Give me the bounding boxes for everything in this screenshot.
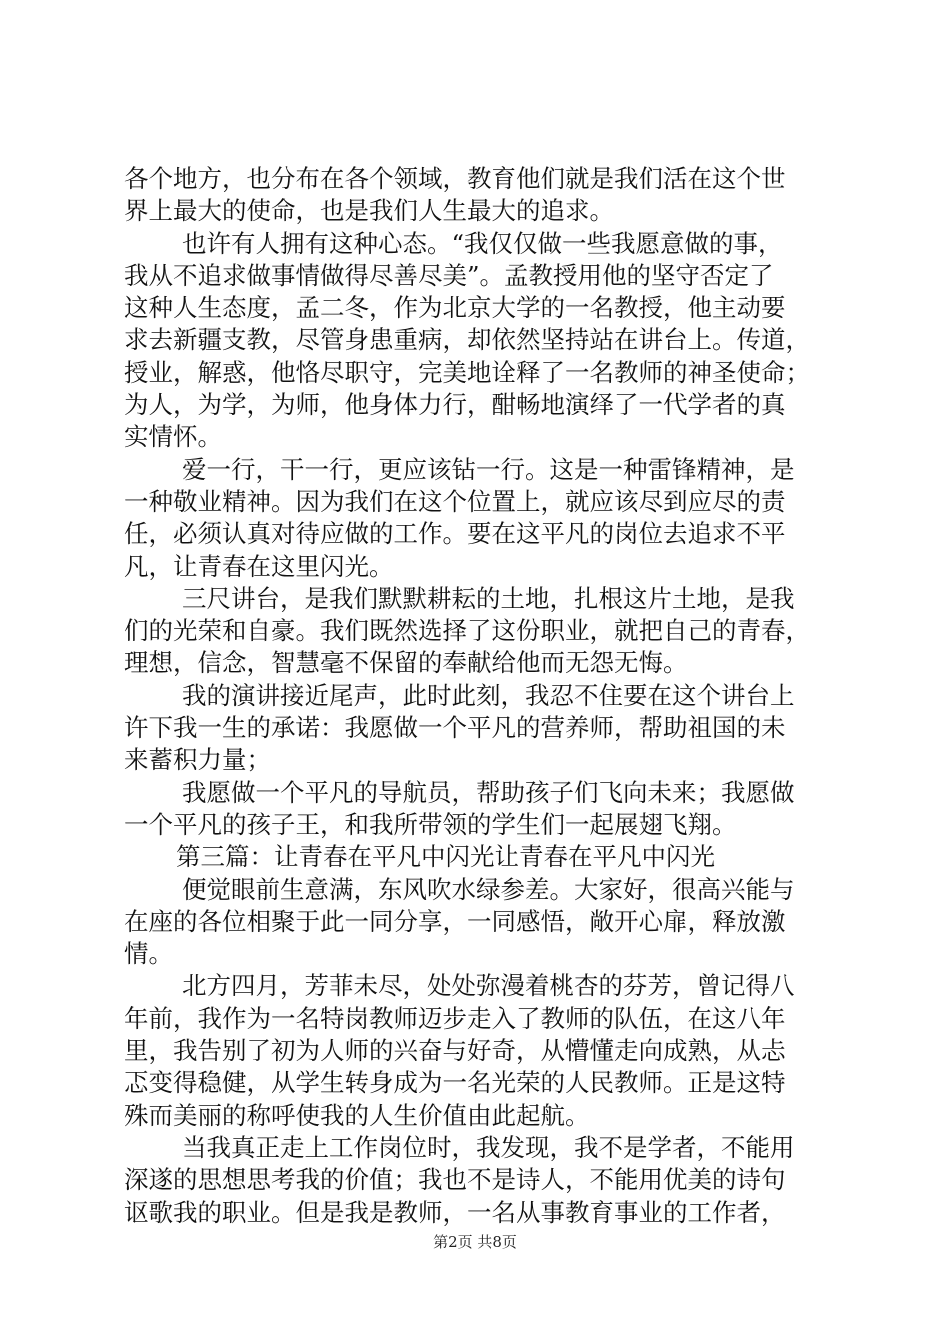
text-line: 我的演讲接近尾声，此时此刻，我忍不住要在这个讲台上 [182, 680, 795, 710]
text-line: 便觉眼前生意满，东风吹水绿参差。大家好，很高兴能与 [182, 874, 795, 904]
text-line: 深遂的思想思考我的价值；我也不是诗人，不能用优美的诗句 [124, 1165, 786, 1195]
text-line: 年前，我作为一名特岗教师迈步走入了教师的队伍，在这八年 [124, 1003, 786, 1033]
text-line: 情。 [124, 939, 173, 969]
text-line: 各个地方，也分布在各个领域，教育他们就是我们活在这个世 [124, 164, 786, 193]
text-line: 授业，解惑，他恪尽职守，完美地诠释了一名教师的神圣使命； [124, 357, 810, 387]
text-line: 殊而美丽的称呼使我的人生价值由此起航。 [124, 1100, 590, 1130]
text-line: 凡，让青春在这里闪光。 [124, 551, 394, 581]
section-heading: 第三篇：让青春在平凡中闪光让青春在平凡中闪光 [176, 842, 715, 872]
page-footer: 第2页 共8页 [433, 1233, 517, 1251]
text-line: 在座的各位相聚于此一同分享，一同感悟，敞开心扉，释放激 [124, 906, 786, 936]
text-line: 也许有人拥有这种心态。“我仅仅做一些我愿意做的事， [182, 228, 783, 258]
text-line: 北方四月，芳菲未尽，处处弥漫着桃杏的芬芳，曾记得八 [182, 971, 795, 1001]
text-line: 为人，为学，为师，他身体力行，酣畅地演绎了一代学者的真 [124, 390, 786, 420]
text-line: 界上最大的使命，也是我们人生最大的追求。 [124, 196, 614, 226]
text-line: 讴歌我的职业。但是我是教师，一名从事教育事业的工作者， [124, 1197, 786, 1227]
text-line: 这种人生态度，孟二冬，作为北京大学的一名教授，他主动要 [124, 293, 786, 323]
text-line: 实情怀。 [124, 422, 222, 452]
document-body [124, 163, 824, 1229]
text-line: 三尺讲台，是我们默默耕耘的土地，扎根这片土地，是我 [182, 583, 795, 613]
text-line: 我愿做一个平凡的导航员，帮助孩子们飞向未来；我愿做 [182, 777, 795, 807]
text-line: 许下我一生的承诺：我愿做一个平凡的营养师，帮助祖国的未 [124, 713, 786, 743]
text-line: 任，必须认真对待应做的工作。要在这平凡的岗位去追求不平 [124, 519, 786, 549]
text-line: 们的光荣和自豪。我们既然选择了这份职业，就把自己的青春， [124, 616, 810, 646]
text-line: 一种敬业精神。因为我们在这个位置上，就应该尽到应尽的责 [124, 486, 786, 516]
text-line: 忑变得稳健，从学生转身成为一名光荣的人民教师。正是这特 [124, 1068, 786, 1098]
text-line: 爱一行，干一行，更应该钻一行。这是一种雷锋精神，是 [182, 454, 795, 484]
text-line: 理想，信念，智慧毫不保留的奉献给他而无怨无悔。 [124, 648, 688, 678]
text-line: 当我真正走上工作岗位时，我发现，我不是学者，不能用 [182, 1132, 795, 1162]
text-line: 求去新疆支教，尽管身患重病，却依然坚持站在讲台上。传道， [124, 325, 810, 355]
text-line: 一个平凡的孩子王，和我所带领的学生们一起展翅飞翔。 [124, 809, 737, 839]
text-line: 我从不追求做事情做得尽善尽美”。孟教授用他的坚守否定了 [124, 260, 774, 290]
text-line: 里，我告别了初为人师的兴奋与好奇，从懵懂走向成熟，从忐 [124, 1036, 786, 1066]
text-line: 来蓄积力量； [124, 745, 271, 775]
